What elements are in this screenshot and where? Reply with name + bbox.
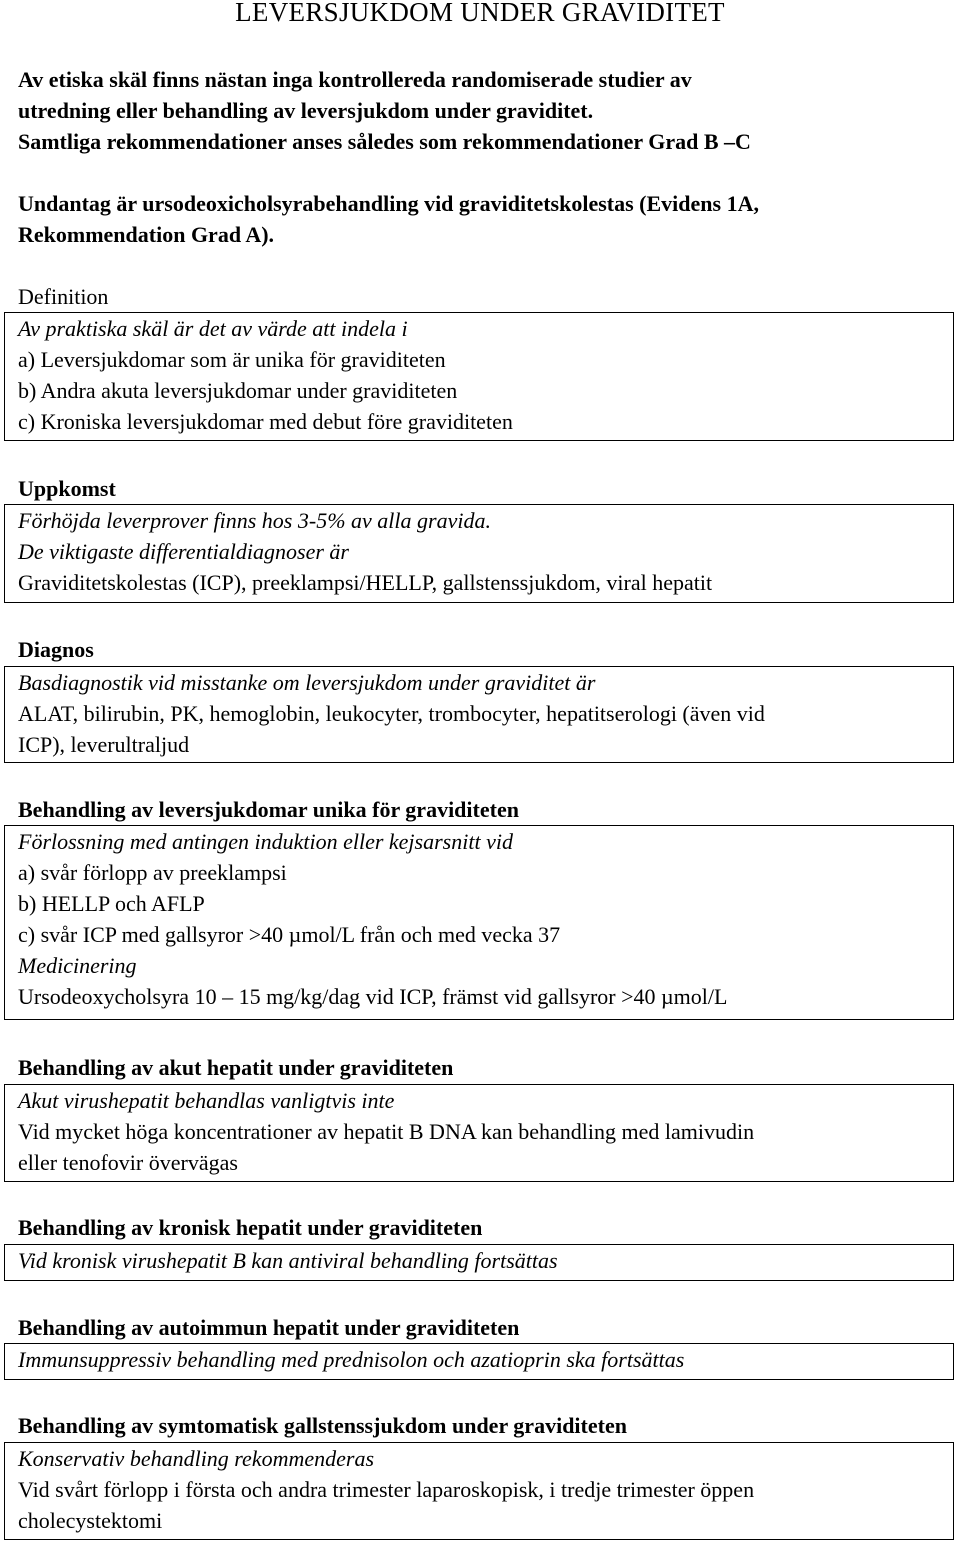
section-line: Graviditetskolestas (ICP), preeklampsi/HELLP, gallstenssjukdom, viral hepatit — [18, 570, 713, 595]
section-line: ICP), leverultraljud — [18, 732, 190, 757]
intro-line: utredning eller behandling av leversjukdom under graviditet. — [18, 98, 594, 123]
section-box-definition — [4, 312, 954, 441]
section-heading-gallstenssjukdom: Behandling av symtomatisk gallstenssjukdom under graviditeten — [18, 1413, 627, 1438]
exception-line: Rekommendation Grad A). — [18, 222, 275, 247]
section-box-akut-hepatit — [4, 1084, 954, 1182]
section-box-unika — [4, 825, 954, 1020]
intro-line: Av etiska skäl finns nästan inga kontrollereda randomiserade studier av — [18, 67, 692, 92]
section-line: De viktigaste differentialdiagnoser är — [18, 539, 349, 564]
section-line: Ursodeoxycholsyra 10 – 15 mg/kg/dag vid ICP, främst vid gallsyror >40 µmol/L — [18, 984, 728, 1009]
section-line: ALAT, bilirubin, PK, hemoglobin, leukocyter, trombocyter, hepatitserologi (även vid — [18, 701, 765, 726]
section-line: a) svår förlopp av preeklampsi — [18, 860, 287, 885]
section-line: Vid svårt förlopp i första och andra trimester laparoskopisk, i tredje trimester öppen — [18, 1477, 755, 1502]
section-line: Förlossning med antingen induktion eller kejsarsnitt vid — [18, 829, 513, 854]
section-line: Medicinering — [18, 953, 137, 978]
section-line: cholecystektomi — [18, 1508, 163, 1533]
section-heading-akut-hepatit: Behandling av akut hepatit under graviditeten — [18, 1055, 454, 1080]
section-line: Vid mycket höga koncentrationer av hepatit B DNA kan behandling med lamivudin — [18, 1119, 755, 1144]
section-box-uppkomst — [4, 504, 954, 603]
section-line: a) Leversjukdomar som är unika för graviditeten — [18, 347, 446, 372]
section-line: Förhöjda leverprover finns hos 3-5% av alla gravida. — [18, 508, 491, 533]
section-heading-kronisk-hepatit: Behandling av kronisk hepatit under graviditeten — [18, 1215, 483, 1240]
section-line: Av praktiska skäl är det av värde att indela i — [18, 316, 408, 341]
section-line: Immunsuppressiv behandling med prednisolon och azatioprin ska fortsättas — [18, 1347, 685, 1372]
section-heading-uppkomst: Uppkomst — [18, 476, 116, 501]
section-line: Konservativ behandling rekommenderas — [18, 1446, 375, 1471]
section-heading-unika: Behandling av leversjukdomar unika för graviditeten — [18, 797, 519, 822]
intro-paragraph — [18, 64, 948, 157]
section-heading-definition: Definition — [18, 284, 109, 309]
section-line: c) svår ICP med gallsyror >40 µmol/L från och med vecka 37 — [18, 922, 561, 947]
section-line: eller tenofovir övervägas — [18, 1150, 238, 1175]
section-line: c) Kroniska leversjukdomar med debut före graviditeten — [18, 409, 513, 434]
section-box-kronisk-hepatit — [4, 1244, 954, 1281]
exception-line: Undantag är ursodeoxicholsyrabehandling vid graviditetskolestas (Evidens 1A, — [18, 191, 759, 216]
section-box-autoimmun-hepatit — [4, 1343, 954, 1380]
section-box-gallstenssjukdom — [4, 1442, 954, 1540]
section-line: b) HELLP och AFLP — [18, 891, 205, 916]
section-box-diagnos — [4, 666, 954, 763]
section-line: b) Andra akuta leversjukdomar under graviditeten — [18, 378, 458, 403]
exception-paragraph — [18, 188, 948, 250]
section-line: Basdiagnostik vid misstanke om leversjukdom under graviditet är — [18, 670, 596, 695]
page-title: LEVERSJUKDOM UNDER GRAVIDITET — [235, 0, 725, 27]
intro-line: Samtliga rekommendationer anses således som rekommendationer Grad B –C — [18, 129, 751, 154]
section-line: Vid kronisk virushepatit B kan antiviral behandling fortsättas — [18, 1248, 558, 1273]
section-heading-autoimmun-hepatit: Behandling av autoimmun hepatit under graviditeten — [18, 1315, 520, 1340]
section-heading-diagnos: Diagnos — [18, 637, 94, 662]
section-line: Akut virushepatit behandlas vanligtvis inte — [18, 1088, 395, 1113]
